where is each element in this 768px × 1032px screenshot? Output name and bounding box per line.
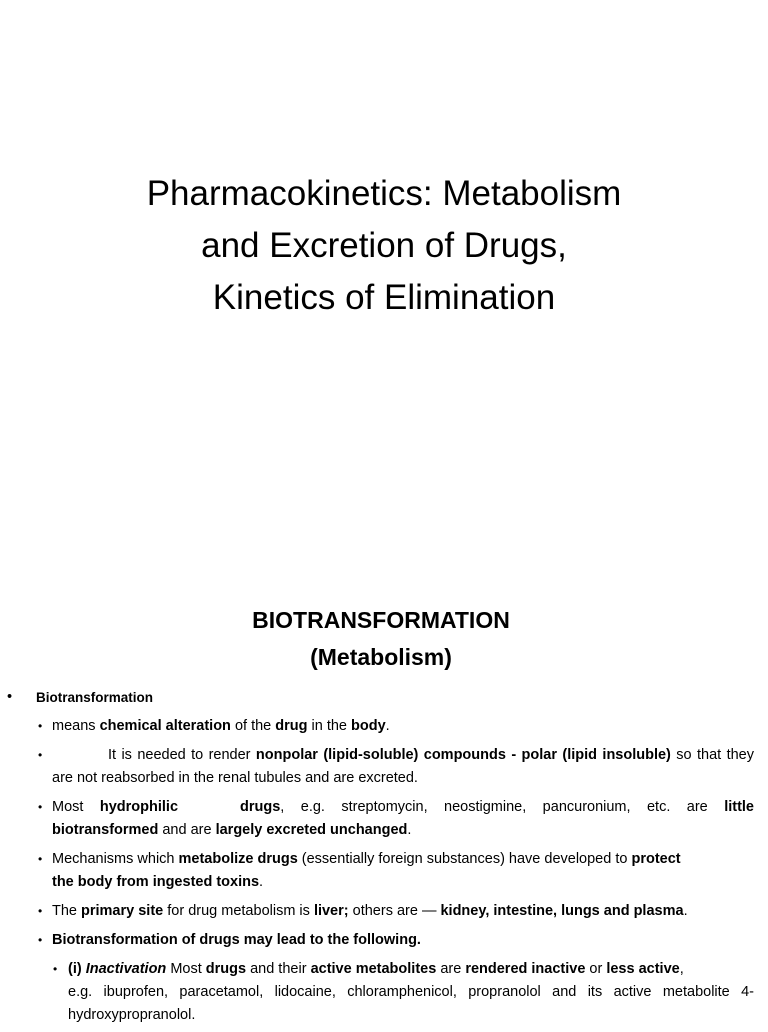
- text-run: e.g. ibuprofen, paracetamol, lidocaine, chloramphenicol, propranolol and its active metabolite 4-hydroxypropranolol.: [68, 984, 754, 1023]
- text-run: and are: [158, 822, 216, 838]
- text-run: little biotransformed: [52, 799, 754, 838]
- text-run: drugs: [240, 799, 281, 815]
- text-run: means: [52, 718, 100, 734]
- sub-sub-bullet-inactivation: [0, 958, 768, 1027]
- bullet-glyph: •: [53, 962, 58, 976]
- section-title-line-1: BIOTRANSFORMATION: [252, 607, 510, 633]
- text-run: metabolize drugs: [178, 851, 298, 867]
- text-run: active metabolites: [310, 961, 437, 977]
- text-run: of the: [230, 718, 276, 734]
- text-run: are: [436, 961, 466, 977]
- sub-bullet-mechanisms: [0, 848, 768, 894]
- section-title-line-2: (Metabolism): [310, 644, 452, 670]
- sub-bullet-purpose: [0, 744, 768, 790]
- text-run: hydrophilic: [99, 799, 179, 815]
- text-run: for drug metabolism is: [163, 903, 314, 919]
- text-run: liver;: [313, 903, 349, 919]
- bullet-glyph: •: [38, 800, 43, 814]
- bullet-biotransformation: [0, 686, 768, 710]
- text-run: ,: [679, 961, 684, 977]
- text-run: It is needed to render: [108, 747, 256, 763]
- text-run: , e.g. streptomycin, neostigmine, pancuronium, etc. are: [280, 799, 725, 815]
- bullet-glyph: •: [7, 689, 13, 705]
- section-title: [0, 602, 762, 676]
- text-run: Mechanisms which: [52, 851, 179, 867]
- text-run: kidney, intestine, lungs and plasma: [440, 903, 684, 919]
- text-run: Most: [52, 799, 100, 815]
- bullet-glyph: •: [38, 852, 43, 866]
- bullet-heading: Biotransformation: [36, 690, 154, 705]
- text-run: Inactivation: [85, 961, 167, 977]
- text-run: (i): [68, 961, 86, 977]
- text-run: so that they are not reabsorbed in the renal tubules and are excreted.: [52, 747, 754, 786]
- text-run: Biotransformation of drugs may lead to the following.: [52, 932, 421, 948]
- text-run: primary site: [81, 903, 164, 919]
- text-run: .: [259, 874, 264, 890]
- text-run: and their: [246, 961, 311, 977]
- text-run: body: [351, 718, 386, 734]
- title-line-2: and Excretion of Drugs,: [201, 226, 567, 265]
- text-run: less active: [606, 961, 680, 977]
- text-run: drug: [275, 718, 308, 734]
- title-line-3: Kinetics of Elimination: [212, 278, 556, 317]
- bullet-glyph: •: [38, 904, 43, 918]
- sub-bullet-hydrophilic: [0, 796, 768, 842]
- text-run: nonpolar (lipid-soluble) compounds - polar (lipid insoluble): [255, 747, 671, 763]
- text-run: largely excreted unchanged: [215, 822, 408, 838]
- text-run: protect the body from ingested toxins: [52, 851, 681, 890]
- text-run: in the: [307, 718, 352, 734]
- text-run: drugs: [205, 961, 247, 977]
- text-run: .: [385, 718, 390, 734]
- sub-bullet-outcomes: [0, 929, 768, 952]
- text-run: others are —: [348, 903, 441, 919]
- slide-title: [0, 168, 768, 324]
- sub-bullet-primary-site: [0, 900, 768, 923]
- text-run: The: [52, 903, 82, 919]
- sub-bullet-definition: [0, 715, 768, 738]
- text-run: or: [585, 961, 607, 977]
- text-run: (essentially foreign substances) have developed to: [297, 851, 632, 867]
- bullet-glyph: •: [38, 719, 43, 733]
- text-run: .: [683, 903, 688, 919]
- text-run: .: [407, 822, 412, 838]
- text-run: chemical alteration: [99, 718, 231, 734]
- text-run: Most: [166, 961, 206, 977]
- text-run: rendered inactive: [465, 961, 586, 977]
- bullet-glyph: •: [38, 748, 43, 762]
- slide-content: [0, 686, 768, 1032]
- title-line-1: Pharmacokinetics: Metabolism: [146, 174, 622, 213]
- bullet-glyph: •: [38, 933, 43, 947]
